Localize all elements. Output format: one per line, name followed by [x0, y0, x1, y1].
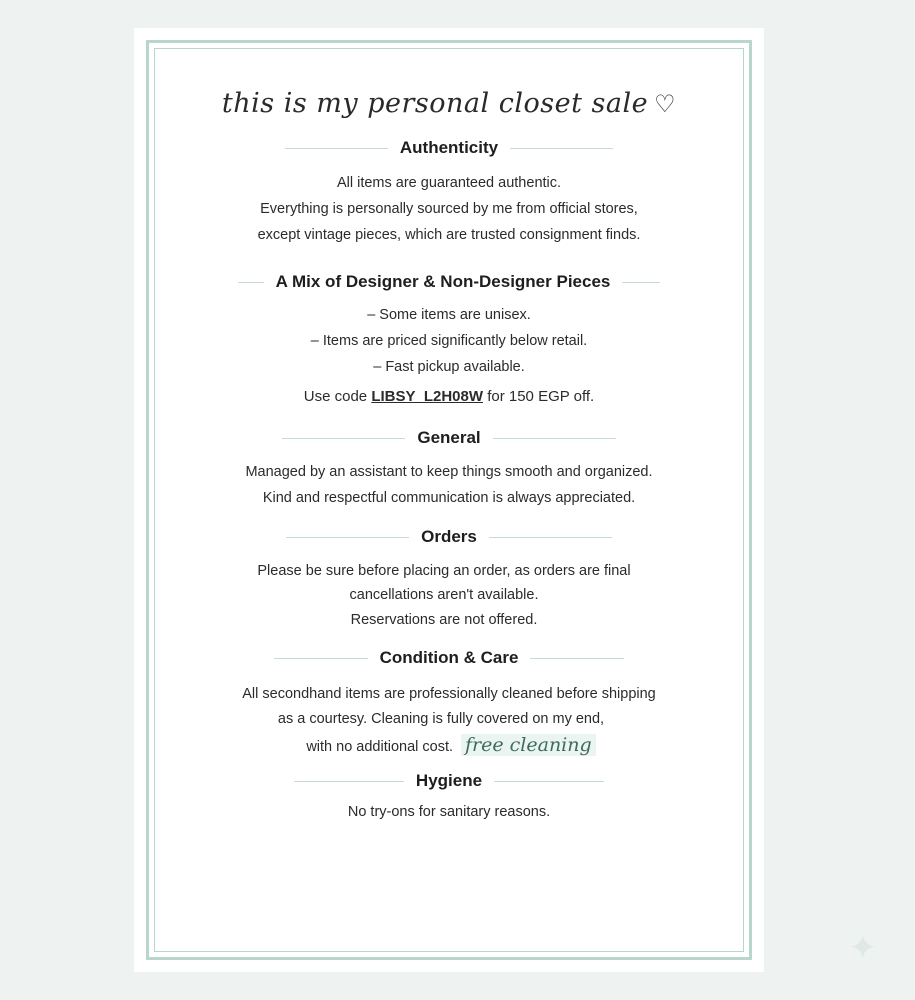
section-heading-hygiene	[134, 771, 764, 791]
orders-line-2: cancellations aren't available.	[349, 587, 539, 603]
divider-right	[489, 537, 612, 538]
page-title	[134, 88, 764, 119]
heart-icon: ♡	[654, 90, 677, 118]
promo-suffix: for 150 EGP off.	[487, 388, 595, 405]
divider-right	[494, 781, 604, 782]
general-line-1: Managed by an assistant to keep things smooth and organized.	[245, 464, 653, 480]
section-heading-mix	[134, 272, 764, 292]
promo-line	[134, 388, 764, 405]
orders-line-3: Reservations are not offered.	[350, 612, 538, 628]
divider-left	[282, 438, 405, 439]
hygiene-line-1: No try-ons for sanitary reasons.	[347, 804, 551, 820]
authenticity-line-2: Everything is personally sourced by me from official stores,	[260, 201, 638, 217]
heading-label: General	[417, 428, 481, 447]
mix-line-2: – Items are priced significantly below retail.	[310, 333, 588, 349]
sparkle-icon: ✦	[848, 929, 877, 967]
section-heading-authenticity	[134, 138, 764, 158]
condition-line-3-text: with no additional cost.	[306, 739, 454, 755]
authenticity-line-3: except vintage pieces, which are trusted consignment finds.	[257, 227, 641, 243]
heading-label: Hygiene	[415, 771, 483, 790]
divider-left	[286, 537, 409, 538]
title-text: this is my personal closet sale	[221, 88, 649, 119]
closet-sale-card	[134, 28, 764, 972]
divider-right	[530, 658, 624, 659]
authenticity-line-1: All items are guaranteed authentic.	[336, 175, 562, 191]
condition-line-1: All secondhand items are professionally cleaned before shipping	[242, 686, 656, 702]
heading-label: Orders	[421, 527, 477, 546]
promo-prefix: Use code	[303, 388, 368, 405]
divider-left	[274, 658, 368, 659]
general-line-2: Kind and respectful communication is always appreciated.	[262, 490, 636, 506]
orders-line-1: Please be sure before placing an order, as orders are final	[257, 563, 631, 579]
promo-code[interactable]: LIBSY_L2H08W	[371, 388, 484, 405]
heading-label: A Mix of Designer & Non-Designer Pieces	[275, 272, 611, 291]
divider-right	[622, 282, 660, 283]
heading-label: Condition & Care	[379, 648, 519, 667]
divider-left	[285, 148, 388, 149]
section-heading-orders	[134, 527, 764, 547]
divider-left	[294, 781, 404, 782]
divider-right	[493, 438, 616, 439]
condition-line-2: as a courtesy. Cleaning is fully covered on my end,	[277, 711, 605, 727]
mix-line-3: – Fast pickup available.	[373, 359, 525, 375]
free-cleaning-tag: free cleaning	[461, 734, 596, 756]
heading-label: Authenticity	[399, 138, 499, 157]
condition-line-3	[138, 734, 764, 756]
divider-left	[238, 282, 264, 283]
section-heading-condition	[134, 648, 764, 668]
section-heading-general	[134, 428, 764, 448]
mix-line-1: – Some items are unisex.	[367, 307, 531, 323]
divider-right	[510, 148, 613, 149]
